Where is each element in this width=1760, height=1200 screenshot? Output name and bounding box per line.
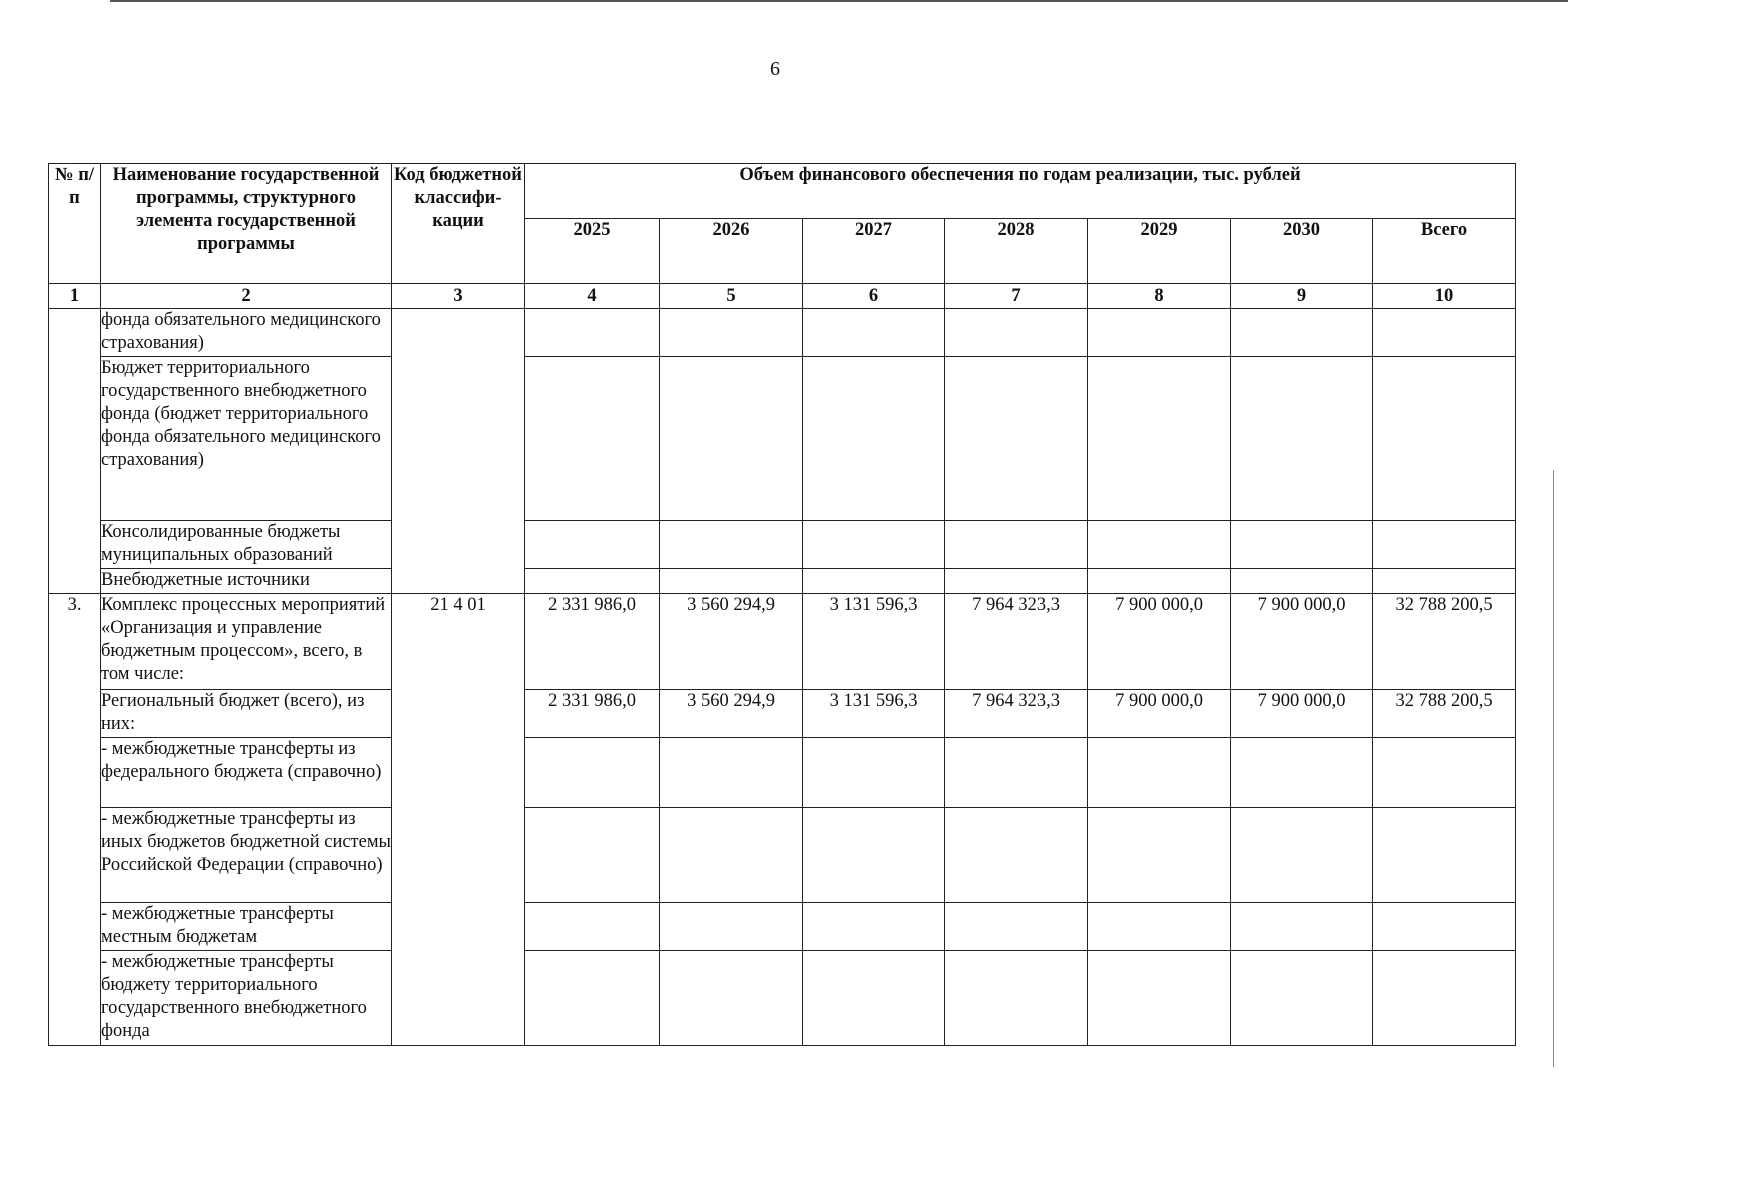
value-cell	[945, 807, 1088, 902]
table-row	[49, 569, 1516, 594]
column-number: 3	[392, 284, 525, 309]
scan-edge-line	[110, 0, 1568, 2]
row-number: 3.	[49, 594, 101, 1046]
value-cell	[660, 521, 803, 569]
header-num: № п/п	[49, 164, 101, 284]
row-name: Внебюджетные источники	[101, 569, 392, 594]
value-cell: 7 900 000,0	[1231, 594, 1373, 689]
value-cell	[945, 357, 1088, 521]
header-name: Наименование государственной программы, структурного элемента государственной программы	[101, 164, 392, 284]
table-row	[49, 594, 1516, 689]
header-year: 2030	[1231, 219, 1373, 284]
row-code	[392, 309, 525, 594]
value-cell	[660, 569, 803, 594]
column-number: 5	[660, 284, 803, 309]
value-cell	[1231, 807, 1373, 902]
value-cell	[660, 309, 803, 357]
financing-table	[48, 163, 1516, 1046]
column-number: 9	[1231, 284, 1373, 309]
value-cell	[1373, 309, 1516, 357]
header-year: 2029	[1088, 219, 1231, 284]
value-cell	[1231, 309, 1373, 357]
value-cell: 2 331 986,0	[525, 594, 660, 689]
row-name: Региональный бюджет (всего), из них:	[101, 689, 392, 737]
column-number: 1	[49, 284, 101, 309]
row-name: Комплекс процессных мероприятий «Организация и управление бюджетным процессом», всего, в том числе:	[101, 594, 392, 689]
page-number: 6	[770, 58, 780, 80]
value-cell	[1231, 521, 1373, 569]
value-cell	[660, 357, 803, 521]
value-cell	[803, 737, 945, 807]
value-cell	[803, 902, 945, 950]
table-row	[49, 689, 1516, 737]
table-row	[49, 902, 1516, 950]
value-cell	[1088, 357, 1231, 521]
column-number: 6	[803, 284, 945, 309]
header-year: 2025	[525, 219, 660, 284]
header-year: 2026	[660, 219, 803, 284]
row-name: - межбюджетные трансферты из иных бюджетов бюджетной системы Российской Федерации (справочно)	[101, 807, 392, 902]
value-cell	[1088, 950, 1231, 1045]
value-cell: 7 900 000,0	[1088, 594, 1231, 689]
value-cell	[1231, 737, 1373, 807]
value-cell	[1088, 902, 1231, 950]
value-cell	[525, 521, 660, 569]
column-number: 2	[101, 284, 392, 309]
row-name: фонда обязательного медицинского страхования)	[101, 309, 392, 357]
header-total: Всего	[1373, 219, 1516, 284]
value-cell	[525, 569, 660, 594]
value-cell	[525, 357, 660, 521]
value-cell	[1373, 521, 1516, 569]
value-cell	[1373, 569, 1516, 594]
value-cell	[1373, 807, 1516, 902]
value-cell	[945, 521, 1088, 569]
row-name: Бюджет территориального государственного внебюджетного фонда (бюджет территориального фонда обязательного медицинского страхования)	[101, 357, 392, 521]
value-cell: 7 900 000,0	[1088, 689, 1231, 737]
row-code: 21 4 01	[392, 594, 525, 1046]
value-cell	[1373, 950, 1516, 1045]
value-cell	[803, 807, 945, 902]
column-number: 10	[1373, 284, 1516, 309]
header-year: 2028	[945, 219, 1088, 284]
value-cell	[803, 357, 945, 521]
value-cell	[660, 950, 803, 1045]
header-year: 2027	[803, 219, 945, 284]
value-cell	[1088, 569, 1231, 594]
table-row	[49, 357, 1516, 521]
table-row	[49, 950, 1516, 1045]
value-cell	[1088, 807, 1231, 902]
value-cell	[1231, 357, 1373, 521]
value-cell	[525, 950, 660, 1045]
value-cell	[660, 807, 803, 902]
row-name: - межбюджетные трансферты местным бюджетам	[101, 902, 392, 950]
value-cell	[660, 902, 803, 950]
value-cell: 3 560 294,9	[660, 594, 803, 689]
row-name: - межбюджетные трансферты бюджету территориального государственного внебюджетного фонда	[101, 950, 392, 1045]
table-row	[49, 737, 1516, 807]
value-cell	[945, 569, 1088, 594]
value-cell	[1373, 357, 1516, 521]
value-cell	[1088, 737, 1231, 807]
column-number: 4	[525, 284, 660, 309]
value-cell	[945, 950, 1088, 1045]
value-cell: 32 788 200,5	[1373, 594, 1516, 689]
table-row	[49, 807, 1516, 902]
value-cell	[1373, 902, 1516, 950]
column-number: 8	[1088, 284, 1231, 309]
row-number	[49, 309, 101, 594]
value-cell	[945, 737, 1088, 807]
value-cell: 7 964 323,3	[945, 594, 1088, 689]
table-row	[49, 309, 1516, 357]
value-cell: 7 900 000,0	[1231, 689, 1373, 737]
value-cell	[1088, 521, 1231, 569]
scan-edge-line-right	[1553, 470, 1554, 1067]
value-cell	[945, 309, 1088, 357]
value-cell: 3 131 596,3	[803, 689, 945, 737]
value-cell	[1231, 950, 1373, 1045]
value-cell: 2 331 986,0	[525, 689, 660, 737]
value-cell	[660, 737, 803, 807]
value-cell: 32 788 200,5	[1373, 689, 1516, 737]
value-cell	[803, 309, 945, 357]
header-funding: Объем финансового обеспечения по годам реализации, тыс. рублей	[525, 164, 1516, 219]
value-cell	[525, 737, 660, 807]
value-cell	[525, 807, 660, 902]
header-code: Код бюджетной классифи-кации	[392, 164, 525, 284]
value-cell	[945, 902, 1088, 950]
row-name: Консолидированные бюджеты муниципальных образований	[101, 521, 392, 569]
value-cell	[1373, 737, 1516, 807]
row-name: - межбюджетные трансферты из федерального бюджета (справочно)	[101, 737, 392, 807]
value-cell: 3 560 294,9	[660, 689, 803, 737]
value-cell	[1231, 902, 1373, 950]
value-cell: 3 131 596,3	[803, 594, 945, 689]
value-cell	[803, 950, 945, 1045]
table-row	[49, 521, 1516, 569]
value-cell	[525, 309, 660, 357]
value-cell: 7 964 323,3	[945, 689, 1088, 737]
value-cell	[803, 521, 945, 569]
value-cell	[803, 569, 945, 594]
value-cell	[1231, 569, 1373, 594]
value-cell	[1088, 309, 1231, 357]
value-cell	[525, 902, 660, 950]
column-number: 7	[945, 284, 1088, 309]
